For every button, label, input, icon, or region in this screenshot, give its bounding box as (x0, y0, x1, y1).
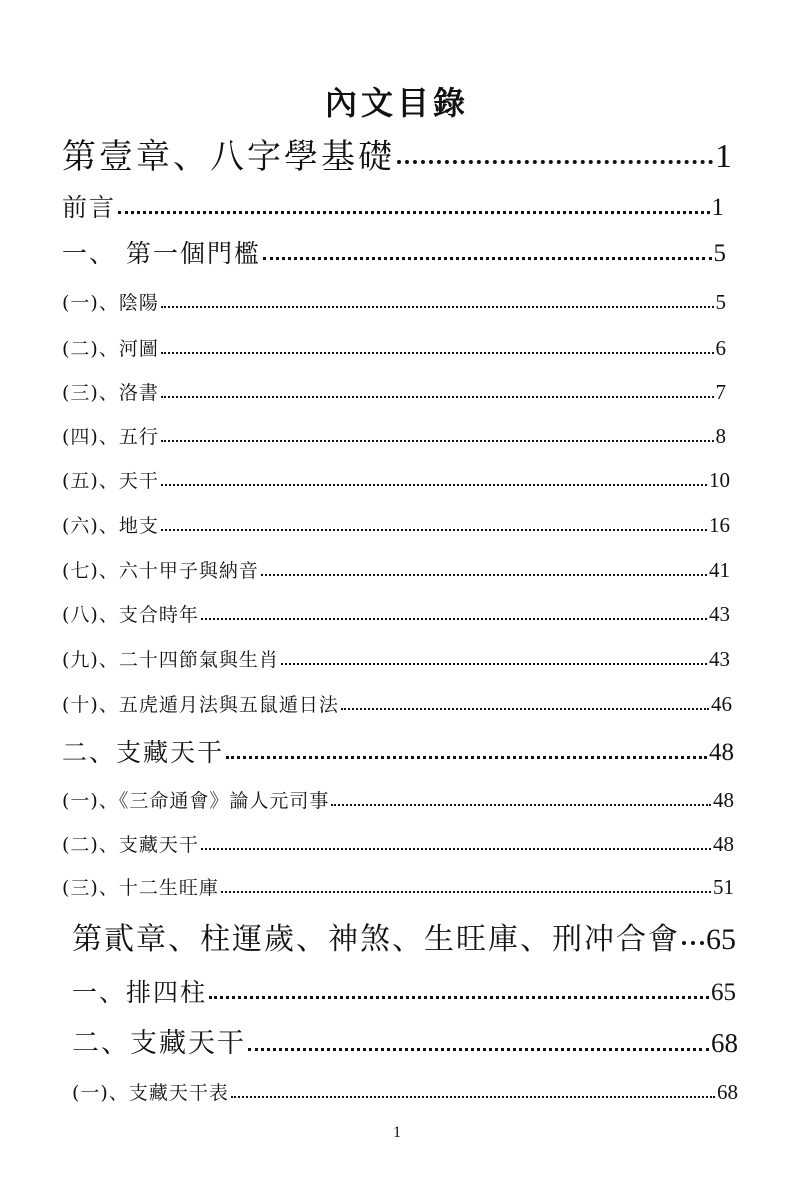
toc-entry (62, 834, 734, 855)
toc-entry (62, 604, 730, 625)
toc-entry-page: 43 (709, 647, 730, 671)
leader-dots (231, 1095, 715, 1098)
page-title: 內文目錄 (324, 84, 469, 122)
toc-entry (62, 694, 732, 715)
toc-entry-chapter-1 (62, 137, 732, 177)
toc-entry-label: (二)、支藏天干 (62, 834, 199, 856)
toc-entry (62, 740, 734, 765)
toc-entry-label: (二)、河圖 (62, 338, 159, 360)
toc-entry-label: (三)、洛書 (62, 382, 159, 404)
toc-entry-label: (五)、天干 (62, 470, 159, 492)
toc-entry-page: 46 (711, 692, 732, 716)
leader-dots (263, 256, 712, 260)
leader-dots (226, 755, 707, 759)
leader-dots (118, 210, 709, 214)
leader-dots (161, 483, 707, 486)
toc-entry-label: 二、支藏天干 (72, 1028, 246, 1059)
toc-entry (62, 877, 734, 898)
toc-entry-label: (一)、陰陽 (62, 292, 159, 314)
leader-dots (331, 803, 711, 806)
toc-entry (62, 382, 726, 403)
toc-entry-label: (一)、《三命通會》論人元司事 (62, 790, 330, 812)
toc-entry (62, 515, 730, 536)
toc-entry (62, 426, 726, 447)
toc-entry (72, 980, 736, 1005)
toc-entry-page: 10 (709, 468, 730, 492)
toc-entry-page: 48 (709, 739, 734, 766)
toc-entry-label: (九)、二十四節氣與生肖 (62, 649, 279, 671)
page-number: 1 (393, 1124, 401, 1141)
toc-entry (62, 560, 730, 581)
toc-entry-page: 65 (706, 923, 736, 956)
toc-entry (62, 292, 726, 313)
toc-entry-page: 51 (713, 875, 734, 899)
toc-entry-label: (一)、支藏天干表 (72, 1082, 229, 1104)
leader-dots (161, 305, 714, 308)
leader-dots (682, 940, 704, 945)
toc-entry (62, 649, 730, 670)
toc-entry-page: 68 (717, 1080, 738, 1104)
leader-dots (161, 395, 714, 398)
toc-entry-page: 5 (715, 290, 726, 314)
toc-entry-label: (六)、地支 (62, 515, 159, 537)
leader-dots (397, 159, 713, 164)
toc-entry-page: 48 (713, 832, 734, 856)
toc-entry-page: 6 (715, 336, 726, 360)
toc-entry-label: (七)、六十甲子與納音 (62, 560, 259, 582)
toc-entry (62, 195, 724, 220)
toc-entry-label: (三)、十二生旺庫 (62, 877, 219, 899)
toc-entry-page: 48 (713, 788, 734, 812)
toc-entry-page: 1 (715, 138, 732, 175)
toc-entry (62, 790, 734, 811)
toc-entry (62, 241, 726, 266)
toc-entry-chapter-2 (72, 922, 736, 957)
toc-entry-label: 前言 (62, 193, 117, 222)
leader-dots (161, 351, 714, 354)
toc-entry-label: 第壹章、八字學基礎 (62, 137, 395, 177)
leader-dots (209, 995, 709, 999)
leader-dots (261, 573, 707, 576)
toc-entry-label: 第貳章、柱運歲、神煞、生旺庫、刑冲合會 (72, 922, 680, 957)
leader-dots (161, 439, 714, 442)
toc-entry-page: 1 (711, 194, 724, 221)
leader-dots (161, 528, 707, 531)
toc-entry-label: 一、排四柱 (72, 978, 208, 1007)
toc-entry-page: 41 (709, 558, 730, 582)
toc-entry-label: (十)、五虎遁月法與五鼠遁日法 (62, 694, 339, 716)
leader-dots (341, 707, 709, 710)
toc-entry-label: (四)、五行 (62, 426, 159, 448)
toc-entry-page: 43 (709, 602, 730, 626)
toc-entry (62, 338, 726, 359)
toc-entry-page: 8 (715, 424, 726, 448)
toc-entry-page: 7 (715, 380, 726, 404)
toc-entry-label: (八)、支合時年 (62, 604, 199, 626)
leader-dots (248, 1047, 709, 1051)
toc-entry-page: 16 (709, 513, 730, 537)
toc-entry-page: 68 (711, 1028, 738, 1058)
leader-dots (201, 617, 707, 620)
toc-entry (72, 1030, 738, 1057)
toc-entry (62, 470, 730, 491)
leader-dots (201, 847, 711, 850)
toc-entry-label: 二、支藏天干 (62, 738, 225, 767)
toc-entry-label: 一、 第一個門檻 (62, 239, 261, 268)
leader-dots (221, 890, 711, 893)
toc-entry-page: 5 (713, 240, 726, 267)
toc-entry-page: 65 (711, 979, 736, 1006)
toc-entry (72, 1082, 738, 1103)
leader-dots (281, 662, 707, 665)
